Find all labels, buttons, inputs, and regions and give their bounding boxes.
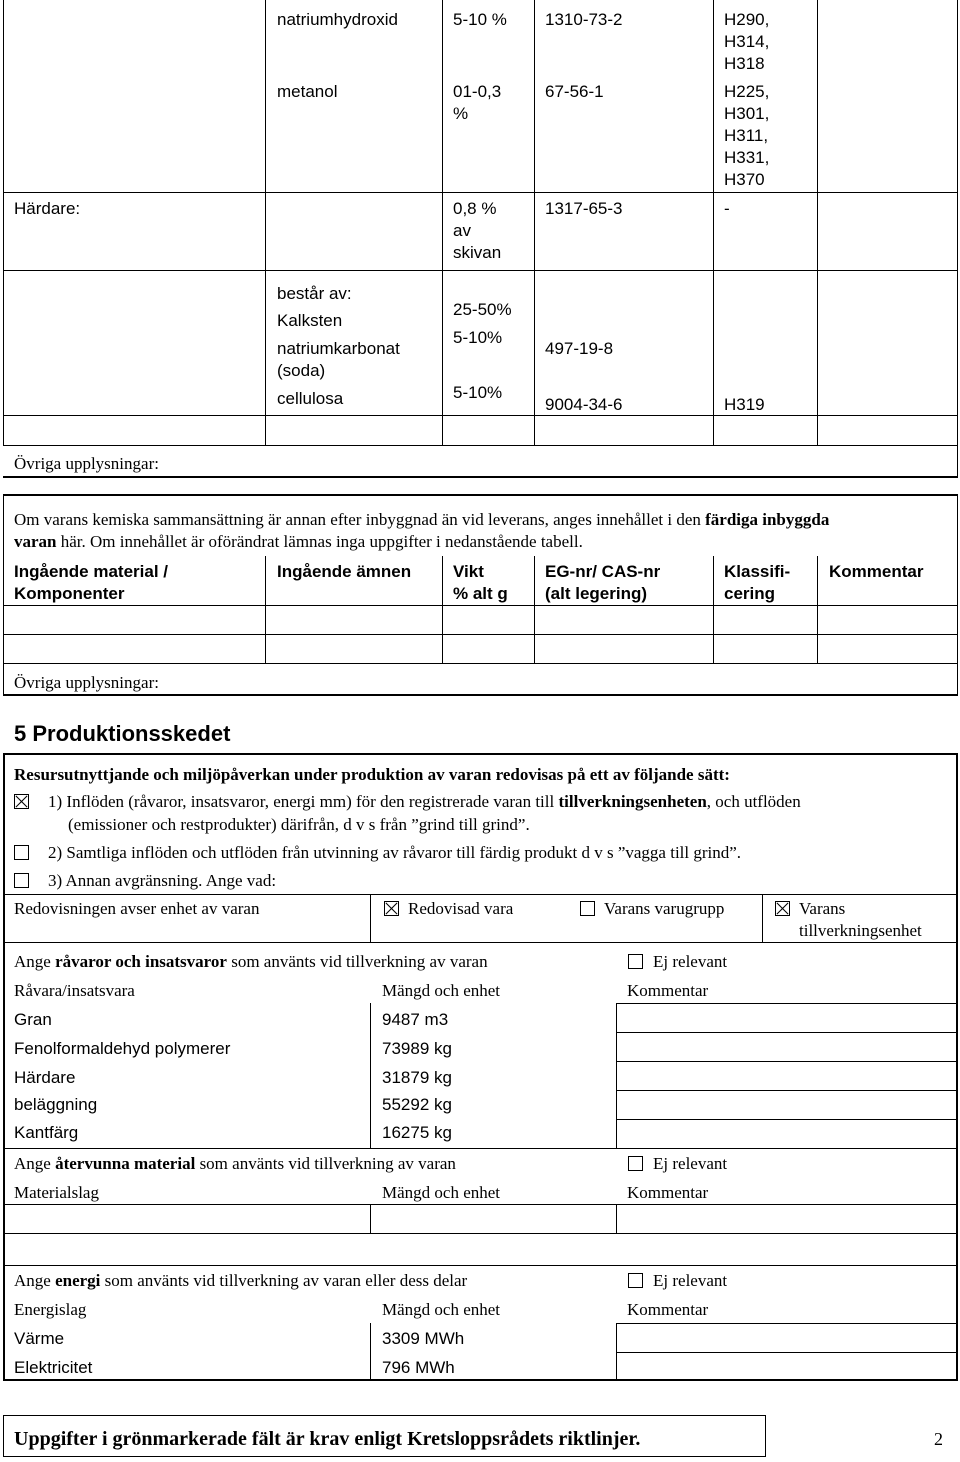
ingredient-metanol: metanol xyxy=(277,82,338,101)
page-number: 2 xyxy=(934,1429,943,1449)
weight-natriumhydroxid: 5-10 % xyxy=(453,10,507,29)
raw-material-amount: 55292 kg xyxy=(382,1095,452,1114)
ingredient-soda: (soda) xyxy=(277,361,326,380)
ingredient-consists-of: består av: xyxy=(277,284,352,303)
manufacturing-unit-checkbox[interactable] xyxy=(775,901,790,916)
raw-materials-col-amount: Mängd och enhet xyxy=(382,981,501,1000)
classification-natriumhydroxid: H290, H314, H318 xyxy=(724,10,770,73)
option2-checkbox[interactable] xyxy=(14,845,29,860)
option1-text: 1) Inflöden (råvaror, insatsvaror, energi mm) för den registrerade varan till tillverkningsenheten, och utflöden xyxy=(48,792,801,811)
ingredient-natriumhydroxid: natriumhydroxid xyxy=(277,10,398,29)
energy-name: Värme xyxy=(14,1329,65,1348)
raw-material-amount: 73989 kg xyxy=(382,1039,452,1058)
raw-material-name: Fenolformaldehyd polymerer xyxy=(14,1039,231,1058)
energy-heading: Ange energi som använts vid tillverkning av varan eller dess delar xyxy=(14,1271,468,1290)
built-in-text-line-1: Om varans kemiska sammansättning är annan efter inbyggnad än vid leverans, anges innehållet i den färdiga inbyggda xyxy=(14,510,830,529)
raw-material-amount: 9487 m3 xyxy=(382,1010,449,1029)
energy-not-relevant-checkbox[interactable] xyxy=(628,1273,643,1288)
header-material: Ingående material / Komponenter xyxy=(14,562,168,603)
unit-label: Redovisningen avser enhet av varan xyxy=(14,899,260,918)
option1-text-cont: (emissioner och restprodukter) därifrån, d v s från ”grind till grind”. xyxy=(68,815,530,834)
header-cas: EG-nr/ CAS-nr (alt legering) xyxy=(545,562,661,603)
raw-material-amount: 16275 kg xyxy=(382,1123,452,1142)
header-weight: Vikt % alt g xyxy=(453,562,508,603)
raw-material-name: Kantfärg xyxy=(14,1123,79,1142)
recycled-not-relevant-label: Ej relevant xyxy=(653,1154,728,1173)
energy-col-amount: Mängd och enhet xyxy=(382,1300,501,1319)
recycled-not-relevant-checkbox[interactable] xyxy=(628,1156,643,1171)
weight-metanol: 01-0,3 % xyxy=(453,82,502,123)
recycled-col-amount: Mängd och enhet xyxy=(382,1183,501,1202)
energy-amount: 3309 MWh xyxy=(382,1329,465,1348)
header-comment: Kommentar xyxy=(829,562,924,581)
raw-material-name: Gran xyxy=(14,1010,52,1029)
weight-hardare: 0,8 % av skivan xyxy=(453,199,502,262)
energy-name: Elektricitet xyxy=(14,1358,93,1377)
weight-natriumkarbonat: 5-10% xyxy=(453,328,503,347)
manufacturing-unit-label-1: Varans xyxy=(799,899,846,918)
other-info-label-top: Övriga upplysningar: xyxy=(14,454,159,473)
material-hardare: Härdare: xyxy=(14,199,81,218)
weight-cellulosa: 5-10% xyxy=(453,383,503,402)
ingredient-cellulosa: cellulosa xyxy=(277,389,344,408)
reported-item-checkbox[interactable] xyxy=(384,901,399,916)
raw-materials-col-name: Råvara/insatsvara xyxy=(14,981,135,1000)
energy-not-relevant-label: Ej relevant xyxy=(653,1271,728,1290)
built-in-text-line-2: varan här. Om innehållet är oförändrat lämnas inga uppgifter i nedanstående tabell. xyxy=(14,532,583,551)
classification-metanol: H225, H301, H311, H331, H370 xyxy=(724,82,770,189)
classification-cellulosa: H319 xyxy=(724,395,765,414)
footer-note: Uppgifter i grönmarkerade fält är krav enligt Kretsloppsrådets riktlinjer. xyxy=(14,1428,641,1450)
cas-natriumhydroxid: 1310-73-2 xyxy=(545,10,623,29)
cas-metanol: 67-56-1 xyxy=(545,82,604,101)
section5-intro: Resursutnyttjande och miljöpåverkan under produktion av varan redovisas på ett av följande sätt: xyxy=(14,765,730,784)
raw-material-name: beläggning xyxy=(14,1095,98,1114)
energy-col-name: Energislag xyxy=(14,1300,87,1319)
energy-amount: 796 MWh xyxy=(382,1358,455,1377)
section-title: 5 Produktionsskedet xyxy=(14,721,231,746)
option2-text: 2) Samtliga inflöden och utflöden från utvinning av råvaror till färdig produkt d v s ”vagga till grind”. xyxy=(48,843,742,862)
cas-cellulosa: 9004-34-6 xyxy=(545,395,623,414)
recycled-heading: Ange återvunna material som använts vid tillverkning av varan xyxy=(14,1154,456,1173)
raw-material-amount: 31879 kg xyxy=(382,1068,452,1087)
classification-hardare: - xyxy=(724,199,730,218)
raw-materials-not-relevant-checkbox[interactable] xyxy=(628,954,643,969)
header-ingredients: Ingående ämnen xyxy=(277,562,412,581)
manufacturing-unit-label-2: tillverkningsenhet xyxy=(799,921,922,940)
option1-checkbox[interactable] xyxy=(14,794,29,809)
raw-material-name: Härdare xyxy=(14,1068,76,1087)
weight-kalksten: 25-50% xyxy=(453,300,512,319)
reported-item-label: Redovisad vara xyxy=(408,899,514,918)
option3-checkbox[interactable] xyxy=(14,873,29,888)
ingredient-natriumkarbonat: natriumkarbonat xyxy=(277,339,400,358)
item-group-checkbox[interactable] xyxy=(580,901,595,916)
other-info-label-built-in: Övriga upplysningar: xyxy=(14,673,159,692)
cas-hardare: 1317-65-3 xyxy=(545,199,623,218)
cas-natriumkarbonat: 497-19-8 xyxy=(545,339,614,358)
option3-text: 3) Annan avgränsning. Ange vad: xyxy=(48,871,277,890)
ingredient-kalksten: Kalksten xyxy=(277,311,343,330)
energy-col-comment: Kommentar xyxy=(627,1300,709,1319)
raw-materials-col-comment: Kommentar xyxy=(627,981,709,1000)
raw-materials-not-relevant-label: Ej relevant xyxy=(653,952,728,971)
recycled-col-comment: Kommentar xyxy=(627,1183,709,1202)
recycled-col-name: Materialslag xyxy=(14,1183,99,1202)
item-group-label: Varans varugrupp xyxy=(604,899,725,918)
header-classification: Klassifi- cering xyxy=(724,562,791,603)
raw-materials-heading: Ange råvaror och insatsvaror som använts vid tillverkning av varan xyxy=(14,952,488,971)
